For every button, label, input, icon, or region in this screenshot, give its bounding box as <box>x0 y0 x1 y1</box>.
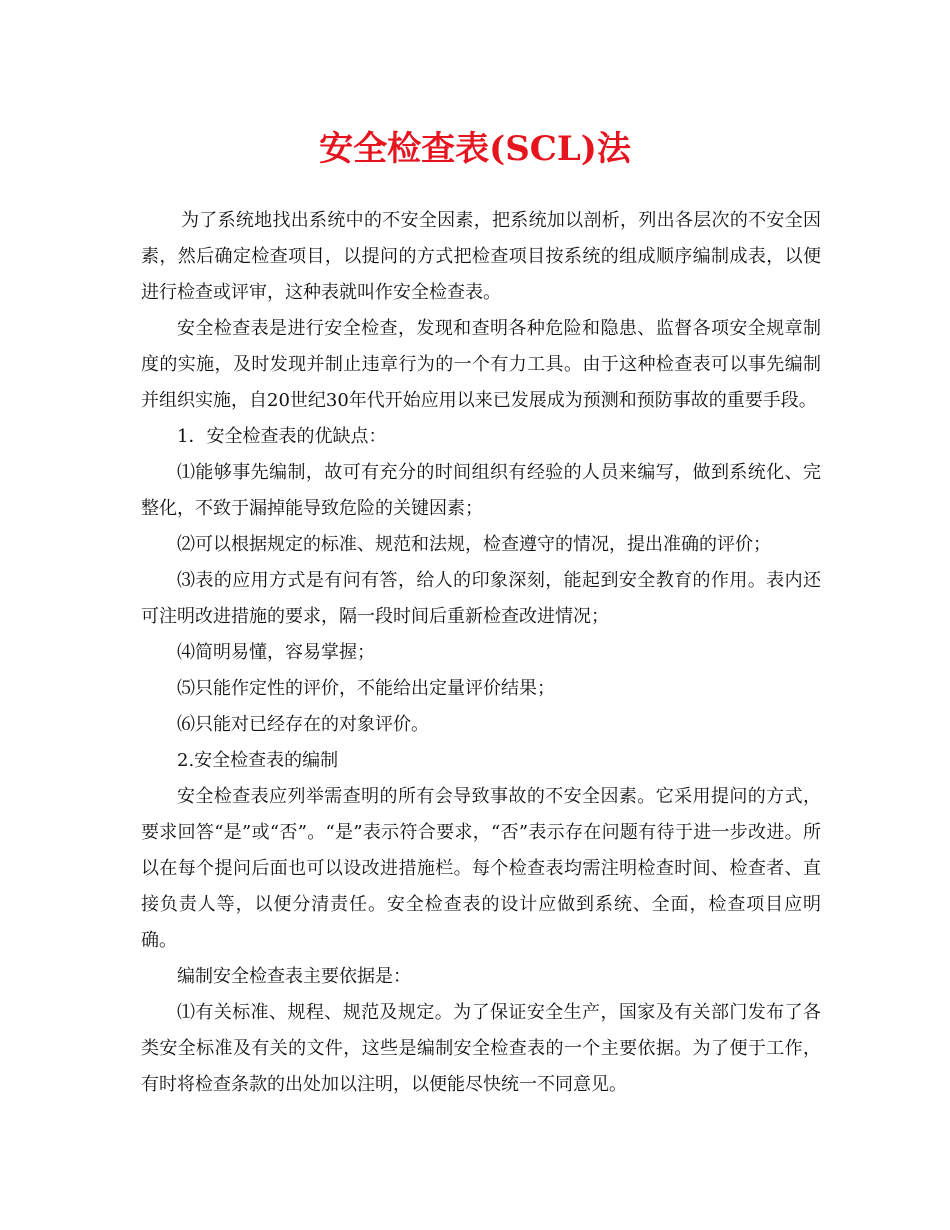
section-heading-advantages: 1．安全检查表的优缺点： <box>177 426 387 447</box>
paragraph-purpose: 安全检查表是进行安全检查，发现和查明各种危险和隐患、监督各项安全规章制度的实施，及时发现并制止违章行为的一个有力工具。由于这种检查表可以事先编制并组织实施，自20世纪30年代开始应用以来已发展成为预测和预防事故的重要手段。 <box>141 318 821 411</box>
list-item-basis-1: ⑴有关标准、规程、规范及规定。为了保证安全生产，国家及有关部门发布了各类安全标准及有关的文件，这些是编制安全检查表的一个主要依据。为了便于工作，有时将检查条款的出处加以注明，以便能尽快统一不同意见。 <box>141 1002 821 1095</box>
list-item-disadvantage-5: ⑸只能作定性的评价，不能给出定量评价结果； <box>177 678 555 699</box>
list-item-advantage-1: ⑴能够事先编制，故可有充分的时间组织有经验的人员来编写，做到系统化、完整化，不致于漏掉能导致危险的关键因素； <box>141 462 821 519</box>
paragraph-compilation: 安全检查表应列举需查明的所有会导致事故的不安全因素。它采用提问的方式，要求回答“是”或“否”。“是”表示符合要求，“否”表示存在问题有待于进一步改进。所以在每个提问后面也可以设改进措施栏。每个检查表均需注明检查时间、检查者、直接负责人等，以便分清责任。安全检查表的设计应做到系统、全面，检查项目应明确。 <box>141 786 821 951</box>
paragraph-basis-intro: 编制安全检查表主要依据是： <box>177 966 411 987</box>
document-title: 安全检查表(SCL)法 <box>319 129 631 169</box>
list-item-advantage-4: ⑷简明易懂，容易掌握； <box>177 642 375 663</box>
section-heading-compilation: 2.安全检查表的编制 <box>177 750 339 771</box>
list-item-disadvantage-6: ⑹只能对已经存在的对象评价。 <box>177 714 429 735</box>
paragraph-intro: 为了系统地找出系统中的不安全因素，把系统加以剖析，列出各层次的不安全因素，然后确定检查项目，以提问的方式把检查项目按系统的组成顺序编制成表，以便进行检查或评审，这种表就叫作安全检查表。 <box>141 210 821 303</box>
document-body <box>141 203 821 1103</box>
list-item-advantage-3: ⑶表的应用方式是有问有答，给人的印象深刻，能起到安全教育的作用。表内还可注明改进措施的要求，隔一段时间后重新检查改进情况； <box>141 570 821 627</box>
list-item-advantage-2: ⑵可以根据规定的标准、规范和法规，检查遵守的情况，提出准确的评价； <box>177 534 771 555</box>
